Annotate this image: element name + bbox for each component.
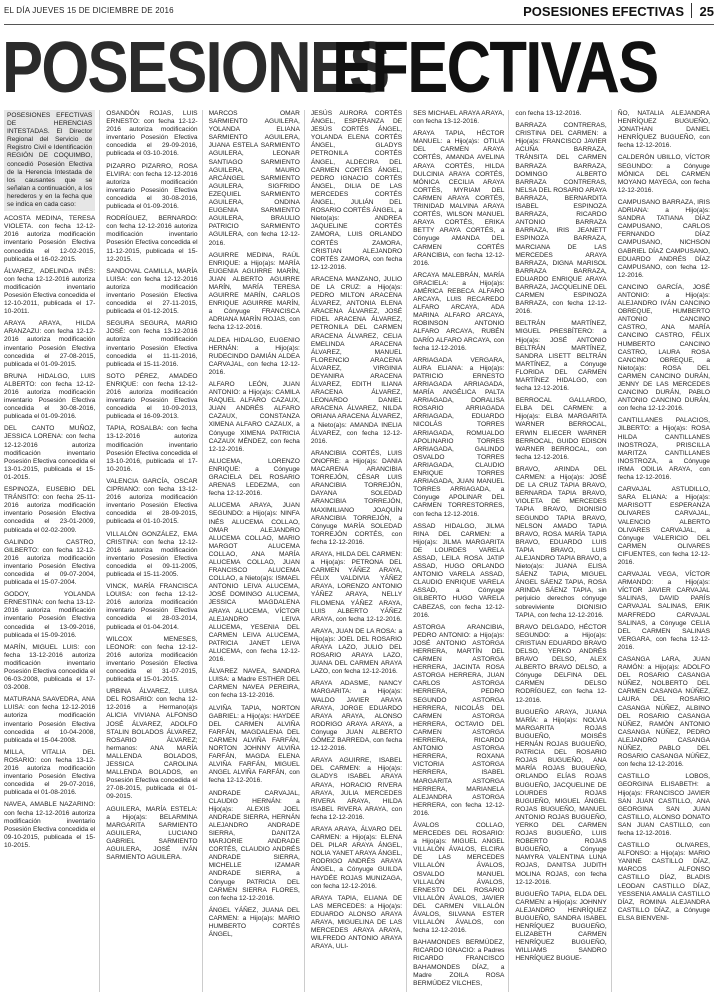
notice-entry: VALENCIA GARCÍA, OSCAR CIPRIANO: con fecha 13-12-2016 autoriza modificación inventario Posesión Efectiva concedida el 28-09-2015, publicada el 01-10-2015.	[106, 477, 198, 526]
notice-entry: MATURANA SAAVEDRA, ANA LUISA: con fecha 12-12-2016 autoriza modificación inventario Posesión Efectiva concedida el 10-04-2008, publicada el 15-04-2008.	[4, 696, 96, 744]
notice-entry: ARAYA ARAYA, HILDA ARANZAZU: con fecha 12-12-2016 autoriza modificación inventario Posesión Efectiva concedida el 27-08-2015, publicada el 01-09-2015.	[4, 320, 96, 368]
column-1	[4, 110, 100, 992]
notice-entry: BRAVO DELGADO, HÉCTOR SEGUNDO: a Hijo(a)s: CRISTIAN EDUARDO BRAVO DELSO, YERKO ANDRÉS BRAVO DELSO, ALEX ALBERTO BRAVO DELSO, a Cónyuge DELFINA DEL CARMEN DELSO RODRÍGUEZ, con fecha 12-12-2016.	[515, 623, 607, 704]
notice-entry: ASSAD HIDALGO, JILMA RINA DEL CARMEN: a Hijo(a)s: JILMA MARGARITA DE LOURDES VARELA ASSAD, LEILA ROSA JATIP ASSAD, HUGO ORLANDO ANTONIO VARELA ASSAD, CLAUDIO ENRIQUE VARELA ASSAD, a Cónyuge GILBERTO HUGO VARELA CABEZAS, con fecha 12-12-2016.	[413, 522, 505, 619]
notice-entry: BUGUEÑO ARAYA, JUANA MARÍA: a Hijo(a)s: NOLVIA MARGARITA ROJAS BUGUEÑO, MOISÉS HERNÁN ROJAS BUGUEÑO, PATRICIA DEL ROSARIO ROJAS BUGUEÑO, ANA MARÍA ROJAS BUGUEÑO, ORLANDO ELÍAS ROJAS BUGUEÑO, JACQUELINE DE LOURDES ROJAS BUGUEÑO, MIGUEL ÁNGEL ROJAS BUGUEÑO, MANUEL ANTONIO ROJAS BUGUEÑO, YERKO DEL CARMEN ROJAS BUGUEÑO, LUIS ROBERTO ROJAS BUGUEÑO, a Cónyuge NAMYRA VALENTINA LUNA ROJAS, DANITSA JUDITH MOLINA ROJAS, con fecha 12-12-2016.	[515, 708, 607, 886]
notice-entry: BRUNA HIDALGO, LUIS ALBERTO: con fecha 12-12-2016 autoriza modificación inventario Posesión Efectiva concedida el 30-08-2016, publicada el 01-09-2016.	[4, 372, 96, 421]
notice-entry: ÁLVAREZ, ADELINDA INÉS: con fecha 12-12-2016 autoriza modificación inventario Posesión Efectiva concedida el 12-10-2011, publicada el 17-10-2011.	[4, 267, 96, 316]
header-separator	[691, 3, 692, 18]
notice-entry: OSANDÓN ROJAS, LUIS ERNESTO: con fecha 12-12-2016 autoriza modificación inventario Posesión Efectiva concedida el 29-09-2016, publicada el 03-10-2016.	[106, 110, 198, 158]
notice-entry: ALUCEMA ARAYA, JUAN SEGUNDO: a Hijo(a)s: NINFA INÉS ALUCEMA COLLAO, OMAR ALEJANDRO ALUCEMA COLLAO, MARIO MARGOT ALUCEMA COLLAO, ANA MARÍA ALUCEMA COLLAO, JUAN FRANCISCO ALUCEMA COLLAO, a Nieto(a)s: ISMAEL ANTONIO LEIVA ALUCEMA, JOSÉ DOMINGO ALUCEMA, JESSICA MAGDALENA ARAYA ALUCEMA, VÍCTOR ALEJANDRO LEIVA ALUCEMA, YESENIA DEL CARMEN LEIVA ALUCEMA, PATRICIA JANET LEIVA ALUCEMA, con fecha 12-12-2016.	[208, 502, 300, 664]
notice-entry: GALINDO CASTRO, GILBERTO: con fecha 12-12-2016 autoriza modificación inventario Posesión Efectiva concedida el 09-07-2004, publicada el 15-07-2004.	[4, 538, 96, 587]
notice-entry: CALDERÓN UBILLO, VÍCTOR SEGUNDO: a Cónyuge MÓNICA DEL CARMEN MOYANO MAYEGA, con fecha 12-12-2016.	[617, 154, 710, 194]
masthead-word-efectivas: EFECTIVAS	[332, 28, 658, 108]
notice-entry: CARVAJAL VEGA, VÍCTOR ARMANDO: a Hijo(a)s: VÍCTOR JAVIER CARVAJAL SALINAS, DAVID PARÍS CARVAJAL SALINAS, ERIK MARFREDO CARVAJAL SALINAS, a Cónyuge CELIA DEL CARMEN SALINAS VERGARA, con fecha 12-12-2016.	[617, 571, 710, 651]
notice-entry: CAMPUSANO BARRAZA, IRIS ADRIANA: a Hijo(a)s: SANDRA TATIANA DÍAZ CAMPUSANO, CARLOS FERNANDO DÍAZ CAMPUSANO, NICHSON GABRIEL DÍAZ CAMPUSANO, EDUARDO ANDRÉS DÍAZ CAMPUSANO, con fecha 12-12-2016.	[617, 198, 710, 279]
notice-entry: ALDEA HIDALGO, EUGENIO HERNÁN: a Hijo(a)s: RUDECINDO DAMIÁN ALDEA CARVAJAL, con fecha 12-12-2016.	[208, 336, 300, 376]
notice-entry: BARRAZA CONTRERAS, CRISTINA DEL CARMEN: a Hijo(a)s: FRANCISCO JAVIER ACUÑA BARRAZA, TRÁNSITA DEL CARMEN BARRAZA BARRAZA, DOMINGO ALBERTO BARRAZA CONTRERAS, NELSA DEL ROSARIO ARAYA BARRAZA, BERNARDITA ISABEL ESPINOZA BARRAZA, RICARDO ANTONIO BARRAZA BARRAZA, IRIS JEANETT ESPINOZA BARRAZA, MARCIANA DE LAS MERCEDES ARAYA BARRAZA, DIGNA MARISOL BARRAZA BARRAZA, EDUARDO ENRIQUE ARAYA BARRAZA, JACQUELINE DEL CARMEN ESPINOZA BARRAZA, con fecha 12-12-2016.	[515, 122, 607, 316]
page-header	[0, 0, 718, 26]
notice-entry: SANDOVAL CAMILLA, MARÍA LUISA: con fecha 12-12-2016 autoriza modificación inventario Posesión Efectiva concedida el 27-11-2015, publicada el 01-12-2015.	[106, 267, 198, 316]
column-5	[413, 110, 509, 992]
notice-entry: AGUILERA, MARÍA ESTELA: a Hijo(a)s: BELARMINA MARGARITA SARMIENTO AGUILERA, LUCIANO GABRIEL SARMIENTO AGUILERA, JOSÉ IVÁN SARMIENTO AGUILERA.	[106, 805, 198, 862]
notices-columns	[4, 110, 714, 987]
masthead-word-posesiones: POSESIONES	[2, 28, 389, 108]
notice-entry: CASTILLO LOBOS, GEORGINA ELISABETH: a Hijo(a)s: FRANCISCO JAVIER SAN JUAN CASTILLO, ANA GEORGINA SAN JUAN CASTILLO, ALONSO DONATO SAN JUAN CASTILLO, con fecha 12-12-2016.	[617, 773, 710, 837]
notice-entry: GODOY, YOLANDA ERNESTINA: con fecha 13-12-2016 autoriza modificación inventario Posesión Efectiva concedida el 13-09-2016, publicada el 15-09-2016.	[4, 591, 96, 639]
notice-entry: AGUIRRE MEDINA, RAÚL ENRIQUE: a Hijo(a)s: MARÍA EUGENIA AGUIRRE MARÍN, JUAN ALBERTO AGUIRRE MARÍN, MARÍA TERESA AGUIRRE MARÍN, CARLOS ENRIQUE AGUIRRE MARÍN, a Cónyuge FRANCISCA ADRIANA MARÍN ROJAS, con fecha 12-12-2016.	[208, 251, 300, 332]
column-3	[209, 110, 305, 992]
notice-entry: SEGURA SEGURA, MARIO JOSÉ: con fecha 13-12-2016 autoriza modificación inventario Posesión Efectiva concedida el 11-11-2016, publicada el 15-11-2016.	[106, 320, 198, 368]
notice-entry: RODRÍGUEZ, BERNARDO: con fecha 12-12-2016 autoriza modificación inventario Posesión Efectiva concedida el 11-12-2015, publicada el 15-12-2015.	[106, 215, 198, 263]
notice-entry: BELTRÁN MARTÍNEZ, MIGUEL PRESBÍTERO: a Hijo(a)s: JOSÉ ANTONIO BELTRÁN MARTÍNEZ, SANDRA LISETT BELTRÁN MARTÍNEZ, a Cónyuge FLORIDA DEL CARMEN MARTÍNEZ HIDALGO, con fecha 12-12-2016.	[515, 320, 607, 393]
column-2	[106, 110, 202, 992]
section-title: POSESIONES EFECTIVAS	[523, 4, 684, 19]
notice-entry: CARVAJAL ASTUDILLO, SARA ELIANA: a Hijo(a)s: MARISOTT ESPERANZA OLIVARES CARVAJAL, VALENCIO ALBERTO OLIVARES CARVAJAL, a Cónyuge VALERICIO DEL CARMEN OLIVARES CIFUENTES, con fecha 12-12-2016.	[617, 486, 710, 566]
notice-entry: ARAYA TAPIA, ELIANA DE LAS MERCEDES: a Hijo(a)s: EDUARDO ALONSO ARAYA ARAYA, MIGUELINA DE LAS MERCEDES ARAYA ARAYA, WILFREDO ANTONIO ARAYA ARAYA, ULI-	[310, 894, 403, 951]
notice-entry: PIZARRO PIZARRO, ROSA ELVIRA: con fecha 12-12-2016 autoriza modificación inventario Posesión Efectiva concedida el 30-08-2016, publicada el 01-09-2016.	[106, 162, 198, 211]
notice-entry: ARAYA ARAYA, ÁLVARO DEL CARMEN: a Hijo(a)s: ELENA DEL PILAR ARAYA ÁNGEL, NOLIA YANET ARAYA ÁNGEL, RODRIGO ANDRÉS ARAYA ÁNGEL, a Cónyuge GUILDA HAYDÉE ROJAS MUNIZAGA, con fecha 12-12-2016.	[310, 825, 403, 890]
notice-entry: ARAYA, HILDA DEL CARMEN: a Hijo(a)s: PETRONA DEL CARMEN YÁÑEZ ARAYA, FÉLIX VALDIVIA YÁÑEZ ARAYA, LORENZO ANTONIO YÁÑEZ ARAYA, NELLY FILOMENA YÁÑEZ ARAYA, LUIS ALBERTO YÁÑEZ ARAYA, con fecha 12-12-2016.	[310, 550, 403, 623]
notice-entry: URBINA ÁLVAREZ, LUISA DEL ROSARIO: con fecha 12-12-2016 a Hermano(a)s ALICIA VIVIANA ALFONSO JOSÉ ÁLVAREZ, ADOLFO STALIN BOLADOS ÁLVAREZ, ROSARIO ÁLVAREZ; hermanos: ANA MARÍA MALLENDA BOLADOS, JESSICA CAROLINA MALLENDA BOLADOS, en Posesión Efectiva concedida el 27-08-2015, publicada el 01-09-2015.	[106, 688, 198, 801]
notice-entry: DEL CANTO MUÑOZ, JESSICA LORENA: con fecha 12-12-2016 autoriza modificación inventario Posesión Efectiva concedida el 13-01-2015, publicada el 15-01-2015.	[4, 425, 96, 481]
notice-entry: CASANGA LARA, JUAN RAMÓN: a Hijo(a)s: ADOLFO DEL ROSARIO CASANGA NÚÑEZ, NOLBERTO DEL CARMEN CASANGA NÚÑEZ, LAURA DEL ROSARIO CASANGA NÚÑEZ, ALBINO DEL ROSARIO CASANGA NÚÑEZ, RAMÓN ANTONIO CASANGA NÚÑEZ, PEDRO ALEJANDRO CASANGA NÚÑEZ, PABLO DEL ROSARIO CASANGA NÚÑEZ, con fecha 12-12-2016.	[617, 656, 710, 769]
notice-entry: ÁLVAREZ NAVEA, SANDRA LUISA: a Madre ESTHER DEL CARMEN NAVEA PEREIRA, con fecha 13-12-2016.	[208, 668, 300, 700]
notice-entry: BERROCAL GALLARDO, ELBA DEL CARMEN: a Hijo(a)s: ELBA MARGARITA WARNER BERROCAL, ERWIN ELIECER WARNER BERROCAL, GUIDO EDISON WARNER BERROCAL, con fecha 12-12-2016.	[515, 397, 607, 461]
notice-entry: con fecha 13-12-2016.	[515, 110, 582, 117]
notice-entry: MARCOS OMAR SARMIENTO AGUILERA, YOLANDA ELIANA SARMIENTO AGUILERA, JUANA ESTELA SARMIENTO AGUILERA, LEONAR SANTIAGO SARMIENTO AGUILERA, MAURO ARCÁNGEL SARMIENTO AGUILERA, SIGFRIDO EZEQUIEL SARMIENTO AGUILERA, ONDINA EUGENIA SARMIENTO AGUILERA, BRAULIO PATRICIO SARMIENTO AGUILERA, con fecha 12-12-2016.	[208, 110, 300, 247]
notice-entry: ARANCIBIA CORTÉS, LUIS ONOFRE: a Hijo(a)s: DANIA MACARENA ARANCIBIA TORREJÓN, CÉSAR LUIS ARANCIBIA TORREJÓN, DAYANA SOLEDAD ARANCIBIA TORREJÓN, MAXIMILIANO JOAQUÍN ARANCIBIA TORREJÓN, a Cónyuge MARÍA SOLEDAD TORREJÓN CORTÉS, con fecha 12-12-2016.	[310, 449, 403, 546]
notice-entry: ALFARO LEÓN, JUAN ANTONIO: a Hijo(a)s: CAMILA RAQUEL ALFARO CAZAUX, JUAN ANDRÉS ALFARO CAZAUX, CONSTANZA XIMENA ALFARO CAZAUX, a Cónyuge XIMENA PATRICIA CAZAUX MÉNDEZ, con fecha 12-12-2016.	[208, 381, 300, 453]
notice-entry: ALVIÑA TAPIA, NORTON GABRIEL: a Hijo(a)s: HAYDEE DEL CARMEN ALVIÑA FARFÁN, MAGDALENA DEL CARMEN ALVIÑA FARFÁN, NORTON JOHNNY ALVIÑA FARFÁN, MAGDA ELENA ALVIÑA FARFÁN, MIGUEL ANGEL ALVIÑA FARFÁN, con fecha 12-12-2016.	[208, 704, 300, 785]
header-rule	[4, 24, 714, 25]
notice-entry: CANCINO GARCÍA, JOSÉ ANTONIO: a Hijo(a)s: ALEJANDRO IVÁN CANCINO OBREQUE, HUMBERTO ANTONIO CANCINO CASTRO, ANA MARÍA CANCINO CASTRO, FÉLIX HUMBERTO CANCINO CASTRO, LAURA ROSA CANCINO OBREQUE, a Nieto(a)s: ROSA DEL CARMEN CANCINO DURÁN, JENNY DE LAS MERCEDES CANCINO DURÁN, PABLO ANTONIO CANCINO DURÁN, con fecha 12-12-2016.	[617, 283, 710, 413]
page-number: 25	[699, 4, 714, 19]
notice-entry: SOTO PÉREZ, AMADEO ENRIQUE: con fecha 12-12-2016 autoriza modificación inventario Posesión Efectiva concedida el 10-09-2013, publicada el 16-09-2013.	[106, 372, 198, 421]
notice-entry: ALUCEMA, LORENZO ENRIQUE: a Cónyuge GRACIELA DEL ROSARIO ARENAS LEDEZMA, con fecha 12-12-2016.	[208, 457, 300, 498]
notice-entry: VINCK, MARÍA FRANCISCA LOUISA: con fecha 12-12-2016 autoriza modificación inventario Posesión Efectiva concedida el 28-03-2014, publicada el 01-04-2014.	[106, 583, 198, 631]
column-7	[618, 110, 714, 992]
notice-entry: ARAYA TAPIA, HÉCTOR MANUEL: a Hijo(a)s: OTILIA DEL CARMEN ARAYA CORTÉS, AMANDA AVELINA ARAYA CORTÉS, HILDA DULCINIA ARAYA CORTÉS, MÓNICA CECILIA ARAYA CORTÉS, MYRIAM DEL CARMEN ARAYA CORTÉS, TRINIDAD MALVINA ARAYA CORTÉS, WILSON MANUEL ARAYA CORTÉS, ERIKA BETTY ARAYA CORTÉS, a Cónyuge AMANDA DEL CARMEN CORTÉS ARANCIBIA, con fecha 12-12-2016.	[413, 130, 505, 267]
notice-entry: JESÚS AURORA CORTÉS ÁNGEL, ESPERANZA DE JESÚS CORTÉS ÁNGEL, YOLANDA ELENA CORTÉS ÁNGEL, GLADYS PETRONILA CORTÉS ÁNGEL, ALDECIRA DEL CARMEN CORTÉS ÁNGEL, PEDRO IGNACIO CORTÉS ÁNGEL, DILIA DE LAS MERCEDES CORTÉS ÁNGEL, JULIÁN DEL ROSARIO CORTÉS ÁNGEL, a Nieto(a)s: ANDREA JAQUELINE CORTÉS ZAMORA, LUIS ORLANDO CORTÉS ZAMORA, CRISTIAN ALEJANDRO CORTÉS ZAMORA, con fecha 12-12-2016.	[310, 110, 403, 271]
notice-entry: ÑO, NATALIA ALEJANDRA HENRÍQUEZ BUGUEÑO, JONATHAN DANIEL HENRÍQUEZ BUGUEÑO, con fecha 12-12-2016.	[617, 110, 710, 150]
column-4	[311, 110, 407, 992]
notice-entry: ARAYA AGUIRRE, ISABEL DEL CARMEN: a Hijo(a)s: GLADYS ISABEL ARAYA ARAYA, HORACIO RIVERA ARAYA, JULIA MERCEDES RIVERA ARAYA, HILDA ISABEL RIVERA ARAYA, con fecha 12-12-2016.	[310, 757, 403, 821]
notice-entry: MARÍN, MIGUEL LUIS: con fecha 13-12-2016 autoriza modificación inventario Posesión Efectiva concedida el 06-03-2008, publicada el 17-03-2008.	[4, 643, 96, 692]
notice-entry: ACOSTA MEDINA, TERESA VIOLETA. con fecha 12-12-2016 autoriza modificación inventario Posesión Efectiva concedida el 12-02-2015, publicada el 16-02-2015.	[4, 215, 96, 263]
column-6	[515, 110, 611, 992]
notice-entry: WILCOX MENESES, LEONOR: con fecha 12-12-2016 autoriza modificación inventario Posesión Efectiva concedida el 31-07-2015, publicada el 15-01-2015.	[106, 635, 198, 684]
notice-entry: SES MICHAEL ARAYA ARAYA, con fecha 13-12-2016.	[413, 110, 505, 126]
notice-entry: ARRIAGADA VERGARA, AURA ELIANA: a Hijo(a)s: PATRICIO ERNESTO ARRIAGADA ARRIAGADA, MARÍA ANGÉLICA PALTA ARRIAGADA, DORALISA ROSARIO ARRIAGADA ARRIAGADA, EDUARDO NICOLÁS TORRES ARRIAGADA, ROMUALDO APOLINARIO TORRES ARRIAGADA, GALINDO OSVALDO TORRES ARRIAGADA, CLAUDIO ENRIQUE TORRES ARRIAGADA, JUAN MANUEL TORRES ARRIAGADA, a Cónyuge APOLINAR DEL CARMEN TORRESTORRES, con fecha 12-12-2016.	[413, 356, 505, 518]
issue-date: EL DÍA JUEVES 15 DE DICIEMBRE DE 2016	[4, 6, 174, 15]
notice-entry: VILLALÓN GONZÁLEZ, EMA CRISTINA: con fecha 12-12-2016 autoriza modificación inventario Posesión Efectiva concedida el 09-11-2005, publicada el 15-11-2005.	[106, 530, 198, 578]
notice-entry: ESPINOZA, EUSEBIO DEL TRÁNSITO: con fecha 25-11-2016 autoriza modificación inventario Posesión Efectiva concedida el 23-01-2009, publicada el 02-02-2009.	[4, 486, 96, 534]
notice-entry: BUGUEÑO TAPIA, ELDA DEL CARMEN: a Hijo(a)s: JOHNNY ALEJANDRO HENRÍQUEZ BUGUEÑO, SANDRA ISABEL HENRÍQUEZ BUGUEÑO, ELIZABETH CARMEN HENRÍQUEZ BUGUEÑO, WILLIAMS SANDRO HENRÍQUEZ BUGUE-	[515, 890, 607, 963]
notice-entry: ÁNGEL YÁÑEZ, JUANA DEL CARMEN: a Hijo(a)s: MARIO HUMBERTO CORTÉS ÁNGEL,	[208, 906, 300, 939]
notice-entry: POSESIONES EFECTIVAS DE HERENCIAS INTESTADAS. El Director Regional del Servicio de Registro Civil e Identificación REGIÓN DE COQUIMBO, concedió Posesión Efectiva de la Herencia Intestada de los causantes que se señalan a continuación, a los herederos y en la fecha que se indica en cada caso:	[4, 110, 95, 211]
notice-entry: CASTILLO OLIVARES, ALFONSO: a Hijo(a)s: MARIO YANINE CASTILLO DÍAZ, MARCOS ALFONSO CASTILLO DÍAZ, BLADIS LEODAN CASTILLO DÍAZ, YESSENIA AMALIA CASTILLO DÍAZ, ROMINA ALEJANDRA CASTILLO DÍAZ, a Cónyuge ELSA BIENVENI-	[617, 842, 710, 922]
notice-entry: ÁVALOS COLLAO, MERCEDES DEL ROSARIO: a Hijo(a)s: MIGUEL ANGEL VILLALÓN ÁVALOS, ELCIRA DE LAS MERCEDES VILLALÓN ÁVALOS, OSVALDO MANUEL VILLALÓN ÁVALOS, ERNESTO DEL ROSARIO VILLALÓN ÁVALOS, JAVIER DEL CARMEN VILLALÓN ÁVALOS, SILVANA ESTER VILLALÓN ÁVALOS, con fecha 12-12-2016.	[413, 821, 505, 935]
notice-entry: ARACENA MANZANO, JULIO DE LA CRUZ: a Hijo(a)s: PEDRO MILTON ARACENA ÁLVAREZ, ANTONIA ELENA ARACENA ÁLVAREZ, JOSÉ FIDEL ARACENA ÁLVAREZ, PETRONILA DEL CARMEN ARACENA ÁLVAREZ, CELIA EMELINDA ARACENA ÁLVAREZ, MANUEL FLORENCIO ARACENA ÁLVAREZ, VIRGINIA DEYANIRA ARACENA ÁLVAREZ, EDITH ILIANA ARACENA ÁLVAREZ, LEONARDO DANIEL ARACENA ÁLVAREZ, NILDA ORIANA ARACENA ÁLVAREZ, a Nieto(a)s: AMANDA INELIA ÁLVAREZ, con fecha 12-12-2016.	[310, 275, 403, 445]
notice-entry: ARCAYA MALEBRÁN, MARÍA GRACIELA: a Hijo(a)s: AMÉRICA REBECA ALFARO ARCAYA, LUIS RECAREDO ALFARO ARCAYA, ADA MARINA ALFARO ARCAYA, ROBINSON ANTONIO ALFARO ARCAYA, RUBÉN DARÍO ALFARO ARCAYA, con fecha 12-12-2016.	[413, 271, 505, 352]
notice-entry: CANTILLANES PALACIOS, JILBERTO: a Hijo(a)s: ROSA HILDA CANTILLANES INOSTROZA, PRISCILLA MARITZA CANTILLANES INOSTROZA, a Cónyuge IRMA ODILIA ARAYA, con fecha 12-12-2016.	[617, 417, 710, 482]
notice-entry: ANDRADE CARVAJAL, CLAUDIO HERNÁN: a Hijo(a)s: ALEXIS JOEL ANDRADE SIERRA, HERNÁN ALEJANDRO ANDRADE SIERRA, DANITZA MARJORIE ANDRADE CORTÉS, CLAUDIO ANDRÉS ANDRADE SIERRA, MICHELLE IZAMAR ANDRADE SIERRA, a Cónyuge PATRICIA DEL CARMEN SIERRA FLORES, con fecha 12-12-2016.	[208, 789, 300, 902]
notice-entry: BAHAMONDES BERMÚDEZ, RICARDO IGNACIO: a Padres RICARDO FRANCISCO BAHAMONDES DÍAZ, a Madre ZOILA ROSA BERMÚDEZ VILCHES,	[413, 939, 505, 987]
notice-entry: ARAYA, JUAN DE LA ROSA: a Hijo(a)s: JOEL DEL ROSARIO ARAYA LAZO, JULIO DEL ROSARIO ARAYA LAZO, JUANA DEL CARMEN ARAYA LAZO, con fecha 12-12-2016.	[310, 627, 403, 676]
notice-entry: NAVEA, AMABLE NAZARINO: con fecha 12-12-2016 autoriza modificación inventario Posesión Efectiva concedida el 09-10-2015, publicada el 15-10-2015.	[4, 801, 96, 849]
notice-entry: MILLA, VITALIA DEL ROSARIO: con fecha 13-12-2016 autoriza modificación inventario Posesión Efectiva concedida el 29-07-2016, publicada el 01-08-2016.	[4, 748, 96, 797]
notice-entry: ARAYA ADASME, NANCY MARGARITA: a Hijo(a)s: WALDO JAVIER ARAYA ARAYA, JORGE EDUARDO ARAYA ARAYA, ALONSO RODRIGO ARAYA ARAYA, a Cónyuge JUAN ALBERTO GÓMEZ BARREDA, con fecha 12-12-2016.	[310, 680, 403, 753]
notice-entry: BRAVO, ARINDA DEL CARMEN: a Hijo(a)s: JOSÉ DE LA CRUZ TAPIA BRAVO, BERNARDA TAPIA BRAVO, VIOLETA DE MERCEDES TAPIA BRAVO, DIONISIO SEGUNDO TAPIA BRAVO, NELSON AMADO TAPIA BRAVO, ROSA MARÍA TAPIA BRAVO, EDUARDO LUIS TAPIA BRAVO, LUIS ALEJANDRO TAPIA BRAVO, a Nieto(a)s: JUANA ELISA SÁENZ TAPIA, MIGUEL ÁNGEL SÁENZ TAPIA, ROSA ARINDA SÁENZ TAPIA, sin perjuicio derechos cónyuge sobreviviente DIONISIO TAPIA, con fecha 12-12-2016.	[515, 465, 607, 619]
masthead	[2, 28, 716, 108]
notice-entry: ASTORGA ARANCIBIA, PEDRO ANTONIO: a Hijo(a)s: JOSÉ ANTONIO ASTORGA HERRERA, MARTÍN DEL CARMEN ASTORGA HERRERA, JACINTA ROSA ASTORGA HERRERA, JUAN CARLOS ASTORGA HERRERA, PEDRO SEGUNDO ASTORGA HERRERA, NICOLÁS DEL CARMEN ASTORGA HERRERA, OCTAVIO DEL CARMEN ASTORGA HERRERA, RICARDO ANTONIO ASTORGA HERRERA, ROXANA VICTORIA ASTORGA HERRERA, ISABEL MARGARITA ASTORGA HERRERA, MARIANELA ALEJANDRA ASTORGA HERRERA, con fecha 12-12-2016.	[413, 623, 505, 817]
notice-entry: TAPIA, ROSALBA: con fecha 13-12-2016 autoriza modificación inventario Posesión Efectiva concedida el 13-10-2016, publicada el 17-10-2016.	[106, 425, 198, 473]
